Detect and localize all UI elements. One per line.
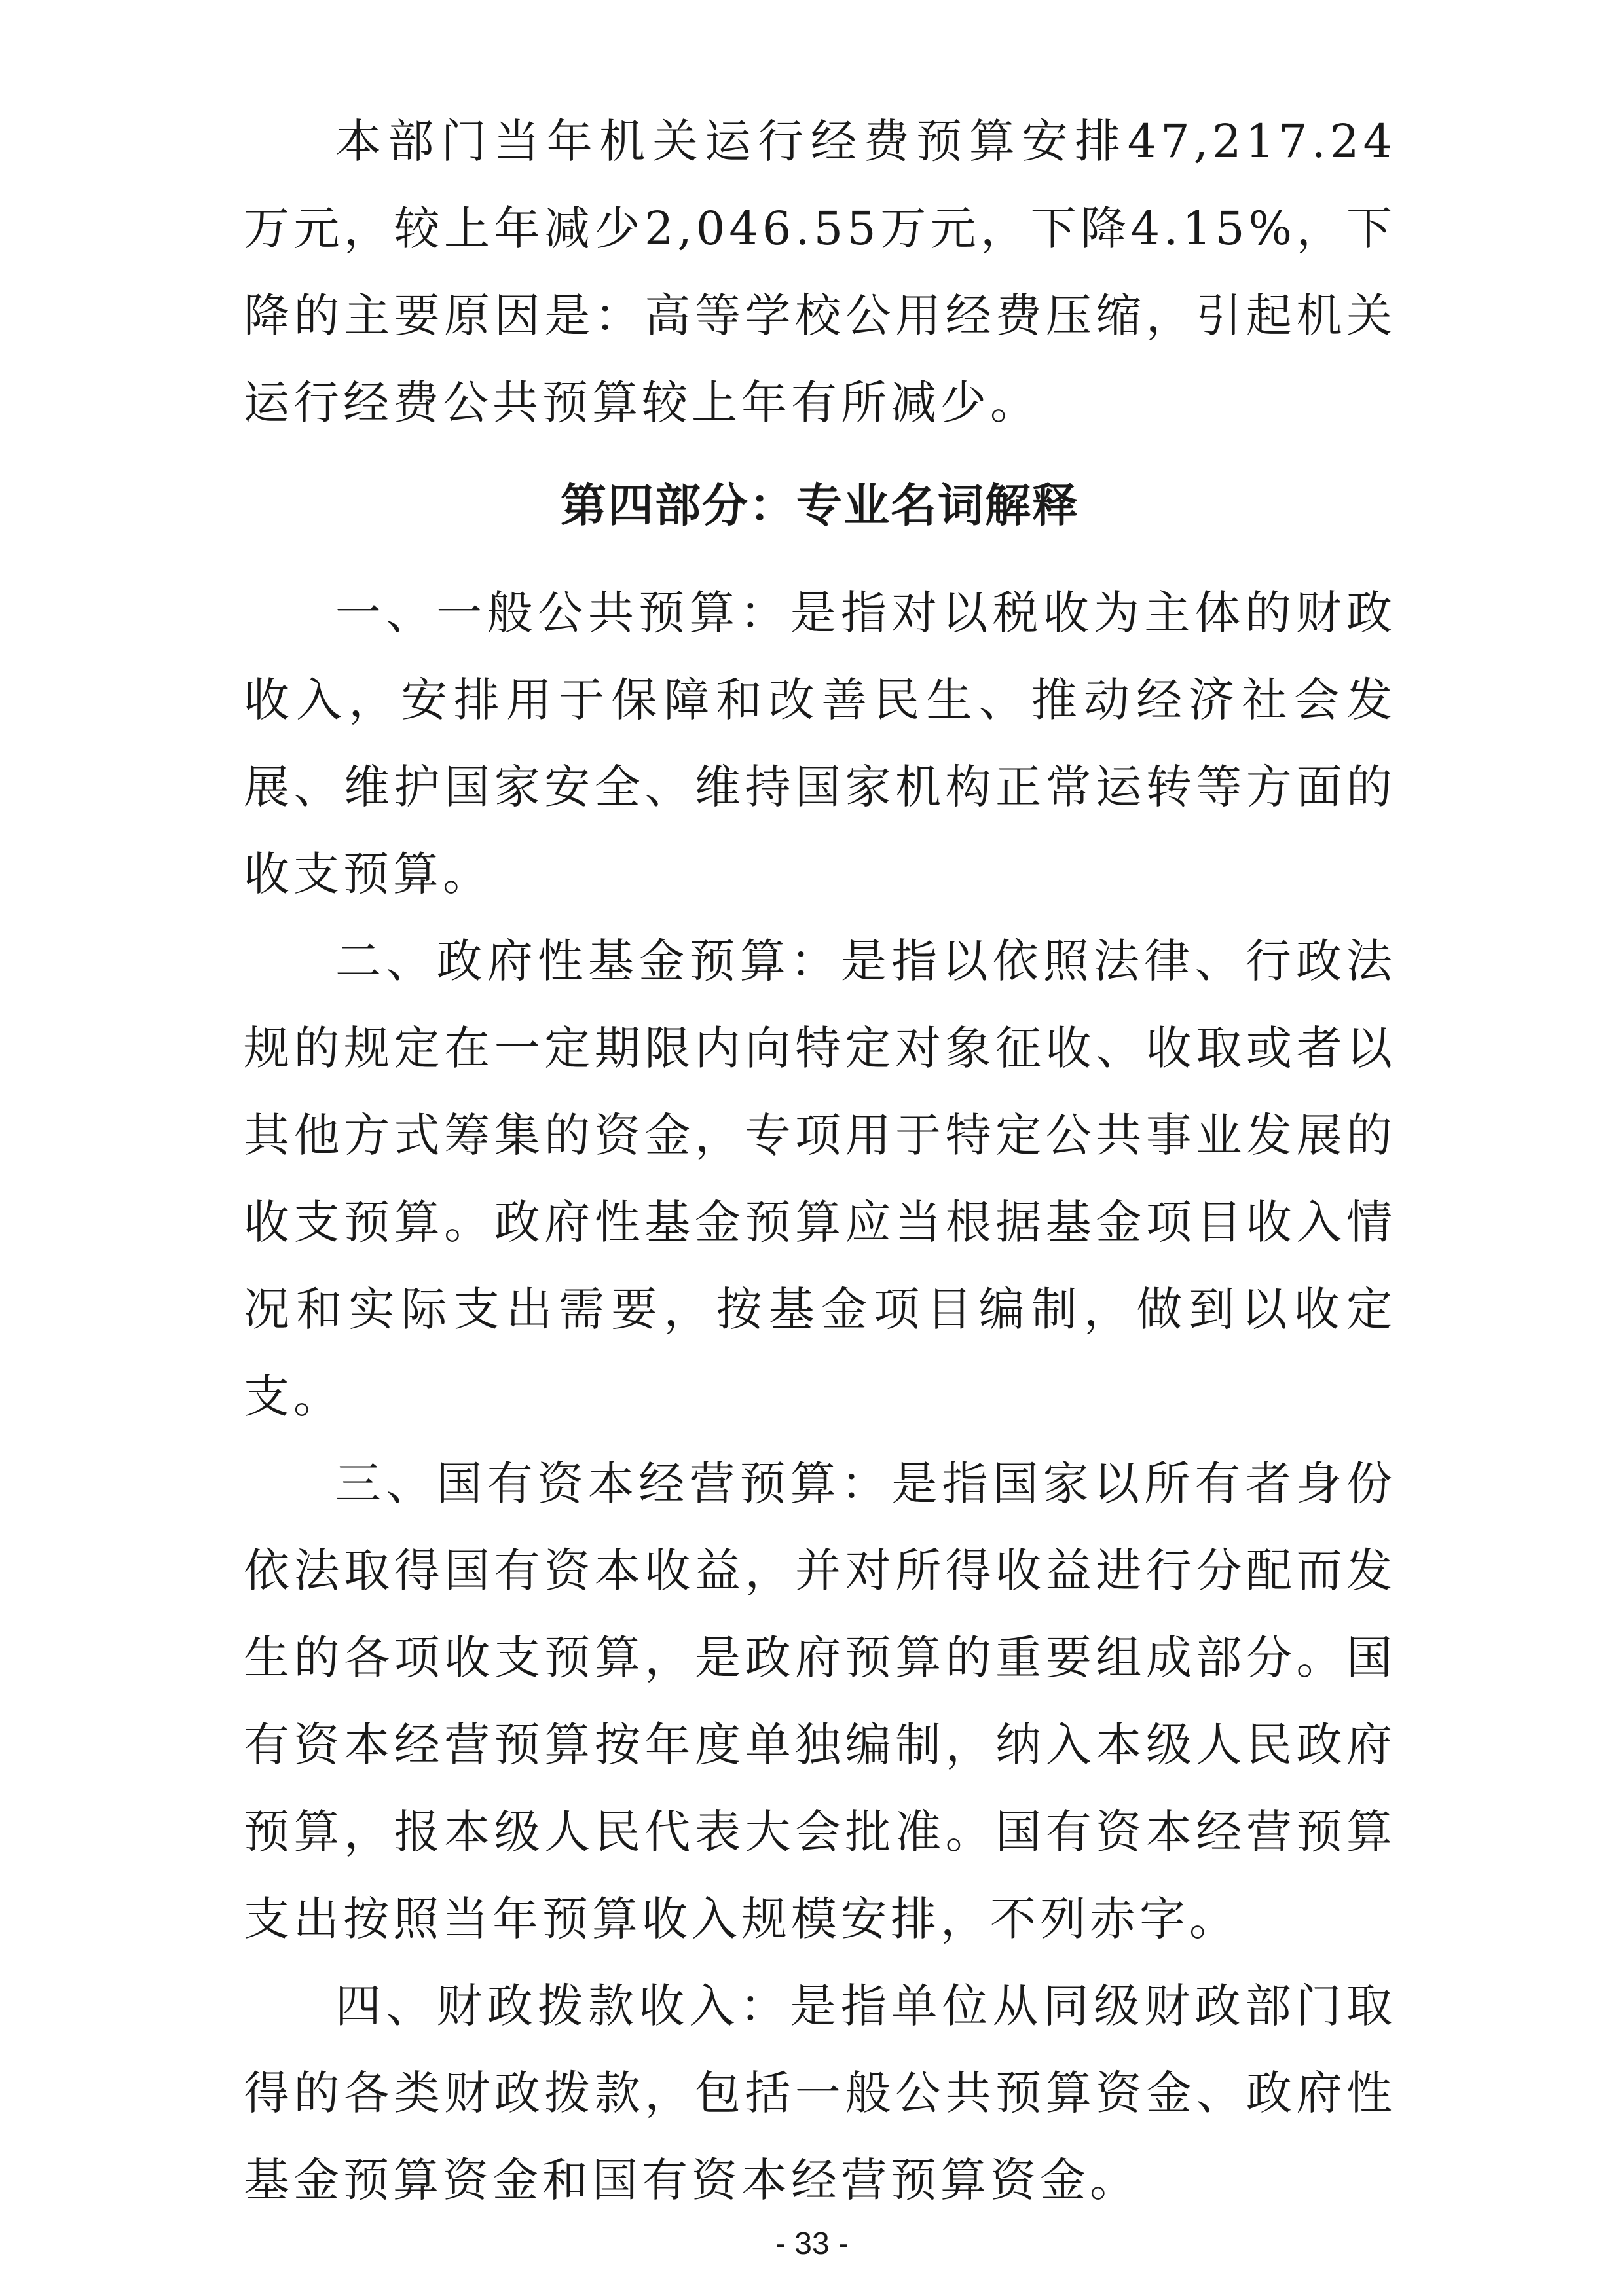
page-number: - 33 - <box>775 2227 849 2261</box>
definition-general-public-budget: 一、一般公共预算：是指对以税收为主体的财政收入，安排用于保障和改善民生、推动经济社会发展、维护国家安全、维持国家机构正常运转等方面的收支预算。 <box>244 586 1396 901</box>
definition-fiscal-appropriation-income: 四、财政拨款收入：是指单位从同级财政部门取得的各类财政拨款，包括一般公共预算资金、政府性基金预算资金和国有资本经营预算资金。 <box>244 1979 1396 2207</box>
document-page <box>244 98 1396 2224</box>
section-title: 第四部分：专业名词解释 <box>561 479 1079 532</box>
definition-state-capital-budget: 三、国有资本经营预算：是指国家以所有者身份依法取得国有资本收益，并对所得收益进行分配而发生的各项收支预算，是政府预算的重要组成部分。国有资本经营预算按年度单独编制，纳入本级人民政府预算，报本级人民代表大会批准。国有资本经营预算支出按照当年预算收入规模安排，不列赤字。 <box>244 1457 1396 1946</box>
definition-government-fund-budget: 二、政府性基金预算：是指以依照法律、行政法规的规定在一定期限内向特定对象征收、收取或者以其他方式筹集的资金，专项用于特定公共事业发展的收支预算。政府性基金预算应当根据基金项目收入情况和实际支出需要，按基金项目编制，做到以收定支。 <box>244 934 1396 1423</box>
paragraph-operating-expenses: 本部门当年机关运行经费预算安排47,217.24万元，较上年减少2,046.55万元，下降4.15%，下降的主要原因是：高等学校公用经费压缩，引起机关运行经费公共预算较上年有所减少。 <box>244 115 1396 429</box>
